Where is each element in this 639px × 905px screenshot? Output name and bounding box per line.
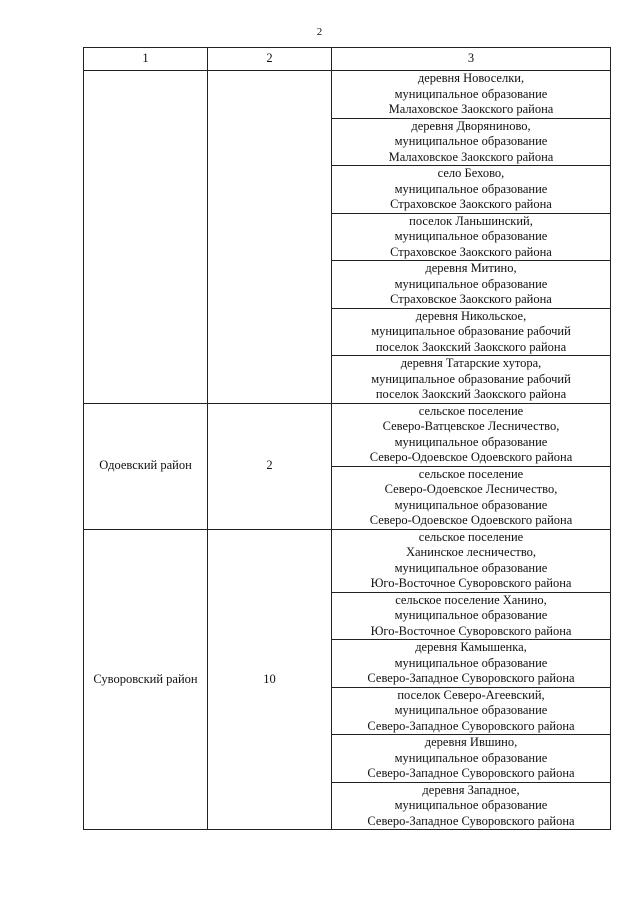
settlement-cell	[332, 403, 611, 466]
settlement-line: муниципальное образование рабочий	[371, 324, 571, 338]
settlement-line: Ханинское лесничество,	[405, 545, 537, 559]
settlement-line: Северо-Одоевское Одоевского района	[369, 513, 573, 527]
table-row	[84, 71, 611, 119]
settlement-line: муниципальное образование	[394, 181, 548, 196]
settlement-line: поселок Заокский Заокского района	[375, 387, 567, 401]
header-col-3: 3	[332, 48, 611, 71]
settlement-line: деревня Дворяниново,	[411, 118, 531, 133]
settlement-line: деревня Новоселки,	[417, 71, 525, 85]
settlement-line: муниципальное образование	[394, 434, 548, 449]
count-cell: 10	[208, 529, 332, 830]
header-col-1: 1	[84, 48, 208, 71]
settlement-line: Северо-Западное Суворовского района	[367, 813, 575, 828]
district-cell: Суворовский район	[84, 529, 208, 830]
settlement-line: Малаховское Заокского района	[388, 149, 554, 164]
settlement-line: муниципальное образование	[394, 276, 548, 291]
settlement-cell	[332, 466, 611, 529]
settlement-line: Страховское Заокского района	[390, 292, 552, 306]
settlement-line: муниципальное образование	[394, 229, 548, 243]
count-cell	[208, 71, 332, 404]
settlement-line: сельское поселение	[418, 466, 524, 481]
settlement-line: деревня Западное,	[422, 782, 520, 797]
table-header-row	[84, 48, 611, 71]
settlement-line: Северо-Одоевское Одоевского района	[369, 450, 573, 464]
settlements-table	[83, 47, 611, 830]
settlement-cell	[332, 687, 611, 735]
settlement-line: муниципальное образование	[394, 608, 548, 622]
settlement-line: Страховское Заокского района	[390, 197, 552, 211]
settlement-cell	[332, 71, 611, 119]
settlement-line: Юго-Восточное Суворовского района	[370, 576, 572, 590]
settlement-cell	[332, 213, 611, 261]
settlement-cell	[332, 166, 611, 214]
settlement-line: сельское поселение	[418, 529, 524, 544]
page-number: 2	[316, 26, 323, 38]
settlement-line: сельское поселение	[418, 403, 524, 418]
settlement-line: поселок Северо-Агеевский,	[397, 687, 545, 702]
header-col-2: 2	[208, 48, 332, 71]
district-cell: Одоевский район	[84, 403, 208, 529]
settlement-cell	[332, 308, 611, 356]
settlement-line: муниципальное образование	[394, 750, 548, 765]
settlement-line: Северо-Западное Суворовского района	[367, 718, 575, 733]
settlement-cell	[332, 640, 611, 688]
table-body	[84, 48, 611, 830]
settlement-line: деревня Камышенка,	[415, 640, 527, 654]
settlement-line: деревня Никольское,	[415, 308, 527, 323]
district-cell	[84, 71, 208, 404]
settlement-line: Северо-Западное Суворовского района	[367, 671, 575, 685]
settlement-line: деревня Ившино,	[424, 735, 518, 749]
settlement-line: муниципальное образование	[394, 134, 548, 148]
settlement-line: Северо-Западное Суворовского района	[367, 766, 575, 780]
settlement-cell	[332, 592, 611, 640]
settlement-line: деревня Татарские хутора,	[400, 356, 542, 370]
settlement-line: Страховское Заокского района	[390, 244, 552, 259]
settlement-line: поселок Ланьшинский,	[409, 213, 533, 228]
table-row	[84, 529, 611, 592]
settlement-line: Северо-Ватцевское Лесничество,	[382, 419, 560, 433]
settlement-line: муниципальное образование рабочий	[371, 371, 571, 386]
settlement-line: село Бехово,	[437, 166, 505, 180]
settlement-line: сельское поселение Ханино,	[395, 592, 547, 607]
settlement-cell	[332, 782, 611, 830]
settlement-line: Малаховское Заокского района	[388, 102, 554, 116]
count-cell: 2	[208, 403, 332, 529]
settlement-line: муниципальное образование	[394, 560, 548, 575]
settlement-cell	[332, 118, 611, 166]
settlement-line: муниципальное образование	[394, 655, 548, 670]
settlement-cell	[332, 356, 611, 404]
settlement-cell	[332, 261, 611, 309]
settlement-cell	[332, 529, 611, 592]
settlement-line: деревня Митино,	[425, 261, 517, 275]
settlement-line: муниципальное образование	[394, 703, 548, 717]
settlement-line: поселок Заокский Заокского района	[375, 339, 567, 354]
settlement-line: Юго-Восточное Суворовского района	[370, 623, 572, 638]
settlement-line: муниципальное образование	[394, 86, 548, 101]
settlement-line: муниципальное образование	[394, 497, 548, 512]
settlement-cell	[332, 735, 611, 783]
settlement-line: муниципальное образование	[394, 798, 548, 812]
settlement-line: Северо-Одоевское Лесничество,	[384, 482, 558, 496]
table-row	[84, 403, 611, 466]
